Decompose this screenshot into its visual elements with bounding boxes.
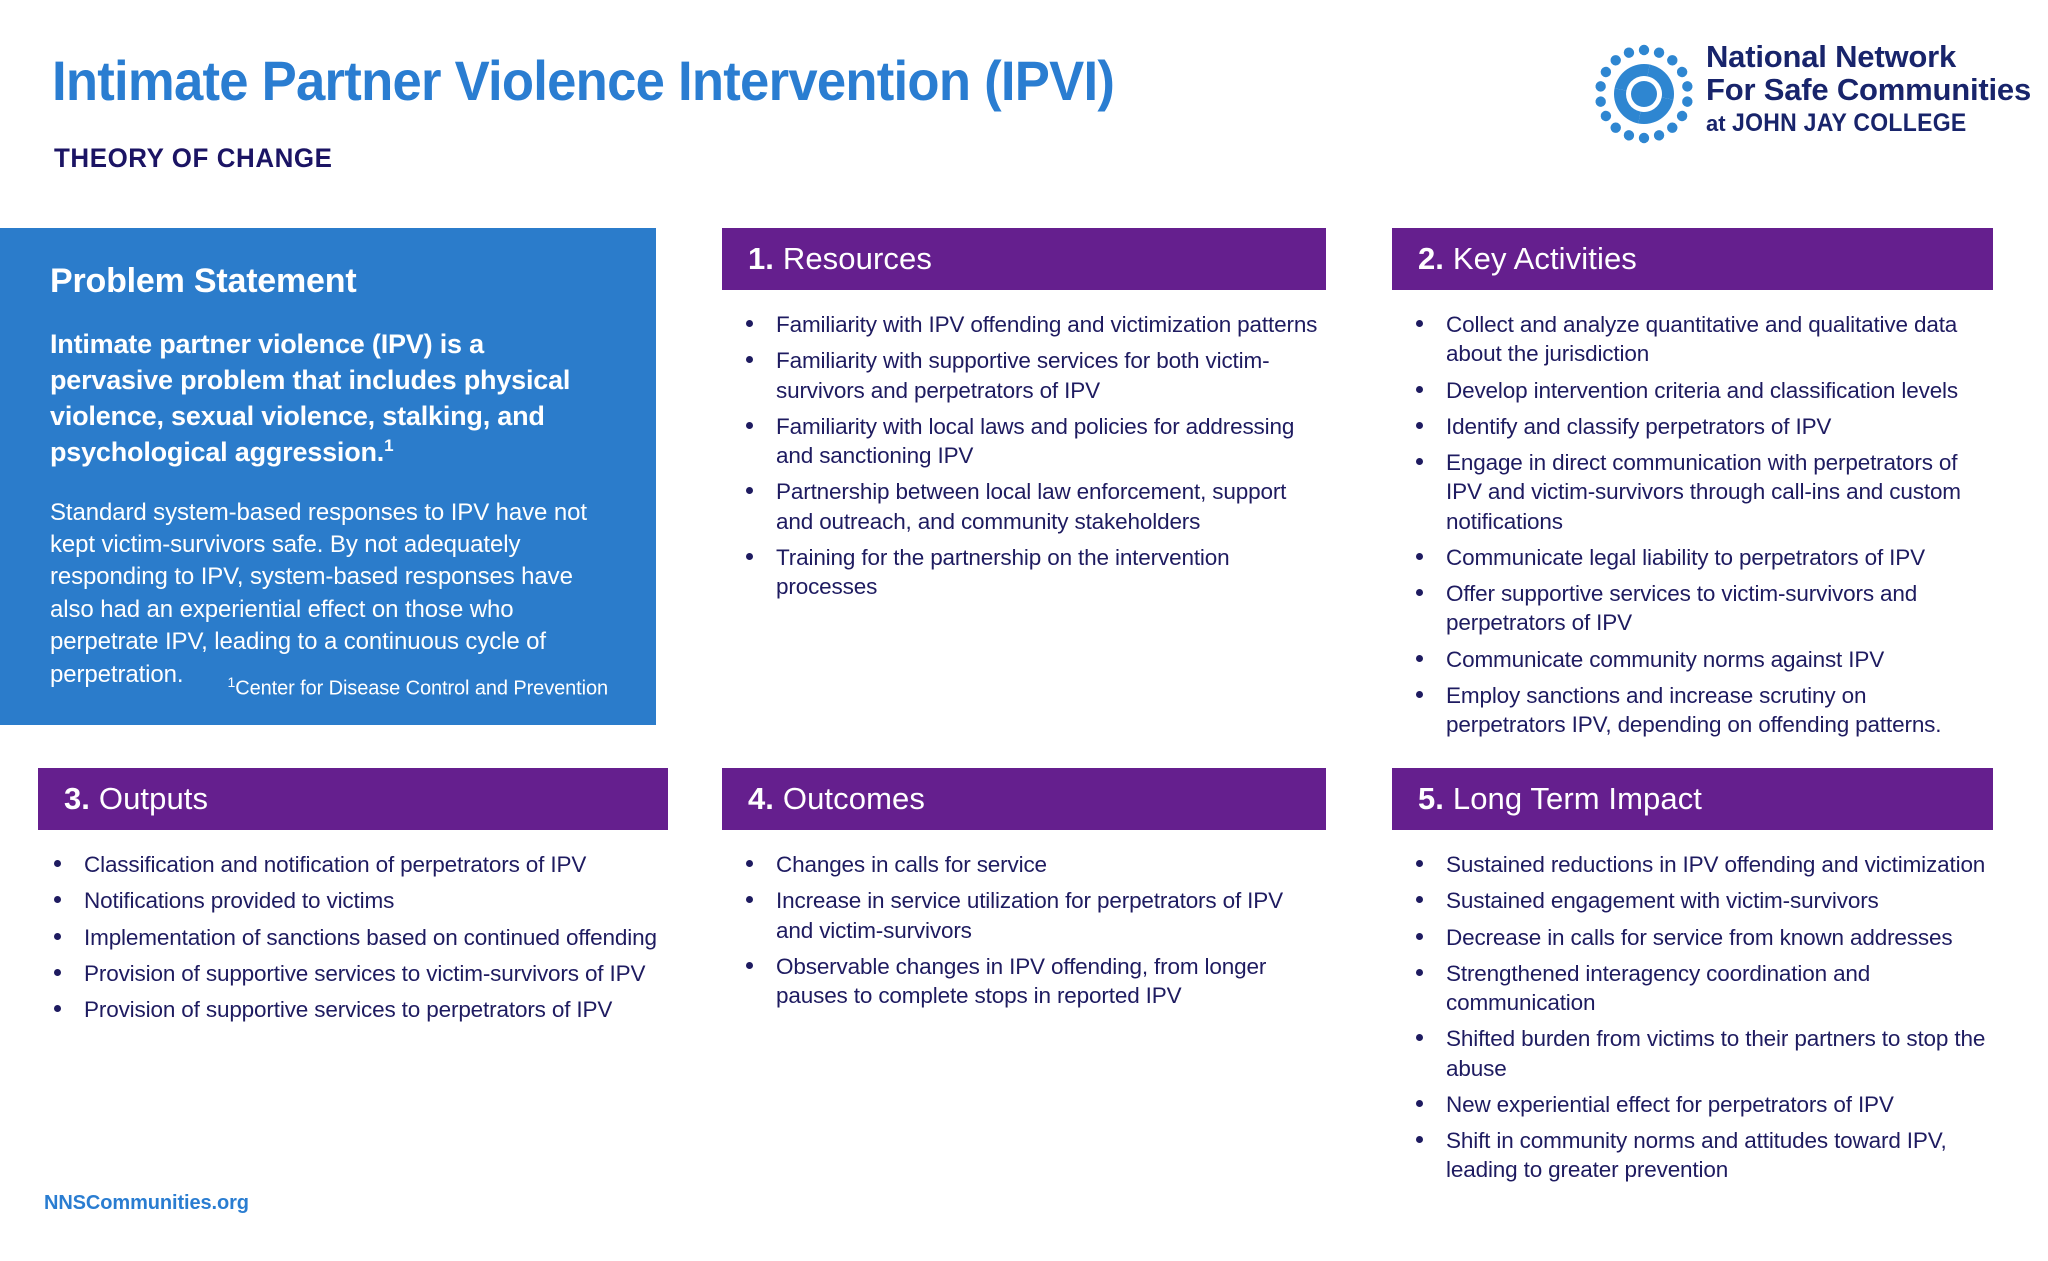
list-item: New experiential effect for perpetrators of IPV xyxy=(1400,1090,1989,1119)
list-item: Partnership between local law enforcement, support and outreach, and community stakeholders xyxy=(730,477,1322,536)
list-item: Shifted burden from victims to their partners to stop the abuse xyxy=(1400,1024,1989,1083)
citation-text: Center for Disease Control and Prevention xyxy=(235,678,608,700)
section-key-activities-number: 2. xyxy=(1418,241,1444,276)
section-long-term-impact-list xyxy=(1392,830,1993,1185)
logo-line-1: National Network xyxy=(1706,39,1957,74)
section-outputs-header xyxy=(38,768,668,830)
nnsc-circular-logo-icon xyxy=(1592,42,1696,146)
list-item: Strengthened interagency coordination and communication xyxy=(1400,959,1989,1018)
section-long-term-impact-header xyxy=(1392,768,1993,830)
logo-line-2: For Safe Communities xyxy=(1706,72,2031,108)
logo-institution: JOHN JAY COLLEGE xyxy=(1731,108,1967,137)
problem-statement-panel xyxy=(0,228,656,725)
organization-logo xyxy=(1592,36,2031,148)
section-outcomes-label: Outcomes xyxy=(782,781,925,816)
list-item: Training for the partnership on the intervention processes xyxy=(730,543,1322,602)
list-item: Familiarity with supportive services for both victim-survivors and perpetrators of IPV xyxy=(730,346,1322,405)
page-subtitle: THEORY OF CHANGE xyxy=(54,143,333,173)
list-item: Sustained reductions in IPV offending and victimization xyxy=(1400,850,1989,879)
list-item: Familiarity with IPV offending and victimization patterns xyxy=(730,310,1322,339)
list-item: Employ sanctions and increase scrutiny on perpetrators IPV, depending on offending patterns. xyxy=(1400,681,1989,740)
list-item: Develop intervention criteria and classification levels xyxy=(1400,376,1989,405)
section-outcomes xyxy=(722,768,1326,1017)
logo-at-word: at xyxy=(1706,110,1732,136)
section-outcomes-list xyxy=(722,830,1326,1010)
problem-statement-lead xyxy=(50,327,608,471)
list-item: Communicate legal liability to perpetrators of IPV xyxy=(1400,543,1989,572)
list-item: Sustained engagement with victim-survivors xyxy=(1400,886,1989,915)
problem-statement-heading: Problem Statement xyxy=(50,262,357,300)
section-key-activities-header xyxy=(1392,228,1993,290)
list-item: Communicate community norms against IPV xyxy=(1400,645,1989,674)
section-resources-header xyxy=(722,228,1326,290)
website-link[interactable]: NNSCommunities.org xyxy=(44,1192,249,1214)
page-header xyxy=(0,0,2048,178)
list-item: Observable changes in IPV offending, from longer pauses to complete stops in reported IPV xyxy=(730,952,1322,1011)
list-item: Engage in direct communication with perpetrators of IPV and victim-survivors through call-ins and custom notifications xyxy=(1400,448,1989,536)
logo-wordmark xyxy=(1706,40,2031,138)
citation-marker: 1 xyxy=(227,674,236,691)
list-item: Offer supportive services to victim-survivors and perpetrators of IPV xyxy=(1400,579,1989,638)
section-long-term-impact-label: Long Term Impact xyxy=(1452,781,1703,816)
list-item: Changes in calls for service xyxy=(730,850,1322,879)
section-outputs xyxy=(38,768,668,1031)
problem-lead-footnote-marker: 1 xyxy=(384,435,394,455)
section-outputs-list xyxy=(38,830,668,1024)
list-item: Decrease in calls for service from known addresses xyxy=(1400,923,1989,952)
list-item: Implementation of sanctions based on continued offending xyxy=(38,923,664,952)
list-item: Classification and notification of perpetrators of IPV xyxy=(38,850,664,879)
problem-lead-text: Intimate partner violence (IPV) is a pervasive problem that includes physical violence, sexual violence, stalking, and psychological aggression. xyxy=(50,329,571,467)
section-resources-number: 1. xyxy=(748,241,774,276)
section-resources-label: Resources xyxy=(782,241,932,276)
list-item: Provision of supportive services to perpetrators of IPV xyxy=(38,995,664,1024)
logo-line-3 xyxy=(1706,109,2031,138)
section-resources-list xyxy=(722,290,1326,601)
section-key-activities xyxy=(1392,228,1993,746)
list-item: Provision of supportive services to victim-survivors of IPV xyxy=(38,959,664,988)
section-long-term-impact xyxy=(1392,768,1993,1192)
section-outcomes-number: 4. xyxy=(748,781,774,816)
section-outcomes-header xyxy=(722,768,1326,830)
list-item: Shift in community norms and attitudes toward IPV, leading to greater prevention xyxy=(1400,1126,1989,1185)
section-key-activities-label: Key Activities xyxy=(1452,241,1637,276)
problem-statement-body: Standard system-based responses to IPV have not kept victim-survivors safe. By not adequately responding to IPV, system-based responses have also had an experiential effect on those who perpetrate IPV, leading to a continuous cycle of perpetration. xyxy=(50,498,587,688)
section-resources xyxy=(722,228,1326,608)
list-item: Notifications provided to victims xyxy=(38,886,664,915)
list-item: Identify and classify perpetrators of IPV xyxy=(1400,412,1989,441)
list-item: Familiarity with local laws and policies for addressing and sanctioning IPV xyxy=(730,412,1322,471)
list-item: Collect and analyze quantitative and qualitative data about the jurisdiction xyxy=(1400,310,1989,369)
section-key-activities-list xyxy=(1392,290,1993,739)
section-long-term-impact-number: 5. xyxy=(1418,781,1444,816)
page-title: Intimate Partner Violence Intervention (IPVI) xyxy=(52,49,1115,112)
section-outputs-label: Outputs xyxy=(98,781,209,816)
problem-statement-citation xyxy=(228,674,608,701)
list-item: Increase in service utilization for perpetrators of IPV and victim-survivors xyxy=(730,886,1322,945)
section-outputs-number: 3. xyxy=(64,781,90,816)
